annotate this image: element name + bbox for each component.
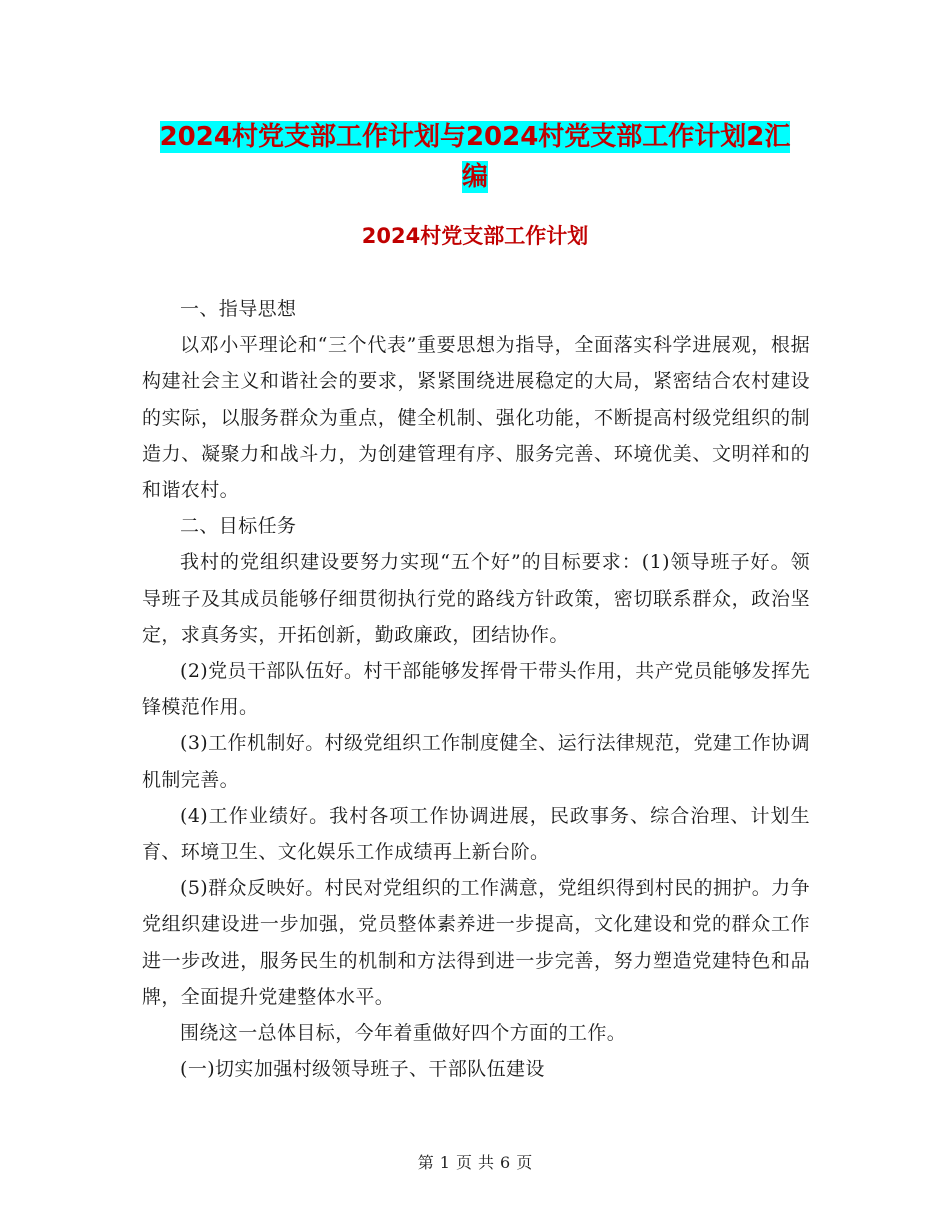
footer-current-page: 1 — [439, 1153, 450, 1172]
footer-page-label: 页 — [455, 1153, 472, 1172]
paragraph-goal-2: (2)党员干部队伍好。村干部能够发挥骨干带头作用，共产党员能够发挥先锋模范作用。 — [142, 660, 810, 719]
paragraph-goal-5: (5)群众反映好。村民对党组织的工作满意，党组织得到村民的拥护。力争党组织建设进一步加强，党员整体素养进一步提高，文化建设和党的群众工作进一步改进，服务民生的机制和方法得到进一步完善，努力塑造党建特色和品牌，全面提升党建整体水平。 — [142, 877, 810, 1008]
footer-prefix: 第 — [417, 1153, 434, 1172]
heading-goals-tasks: 二、目标任务 — [180, 515, 297, 538]
paragraph-overall-goal: 围绕这一总体目标，今年着重做好四个方面的工作。 — [180, 1022, 627, 1045]
footer-total-pages: 6 — [500, 1153, 511, 1172]
document-title-line2 — [0, 152, 950, 202]
document-title: 2024村党支部工作计划与2024村党支部工作计划2汇 — [159, 122, 791, 152]
footer-page-end-label: 页 — [516, 1153, 533, 1172]
paragraph-guiding-ideology: 以邓小平理论和“三个代表”重要思想为指导，全面落实科学进展观，根据构建社会主义和谐社会的要求，紧紧围绕进展稳定的大局，紧密结合农村建设的实际，以服务群众为重点，健全机制、强化功能，不断提高村级党组织的制造力、凝聚力和战斗力，为创建管理有序、服务完善、环境优美、文明祥和的和谐农村。 — [142, 334, 810, 502]
paragraph-goal-3: (3)工作机制好。村级党组织工作制度健全、运行法律规范，党建工作协调机制完善。 — [142, 732, 810, 791]
section-title: 2024村党支部工作计划 — [361, 224, 589, 248]
footer-total-label: 共 — [478, 1153, 495, 1172]
paragraph-goal-4: (4)工作业绩好。我村各项工作协调进展，民政事务、综合治理、计划生育、环境卫生、文化娱乐工作成绩再上新台阶。 — [142, 804, 810, 864]
heading-guiding-ideology: 一、指导思想 — [180, 298, 297, 320]
document-title-continued: 编 — [461, 162, 488, 192]
paragraph-goal-1: 我村的党组织建设要努力实现“五个好”的目标要求：(1)领导班子好。领导班子及其成员能够仔细贯彻执行党的路线方针政策，密切联系群众，政治坚定，求真务实，开拓创新，勤政廉政，团结协作。 — [142, 551, 810, 646]
page-footer — [0, 1150, 950, 1173]
body-text — [142, 291, 810, 1087]
subheading-leadership: (一)切实加强村级领导班子、干部队伍建设 — [180, 1058, 545, 1081]
